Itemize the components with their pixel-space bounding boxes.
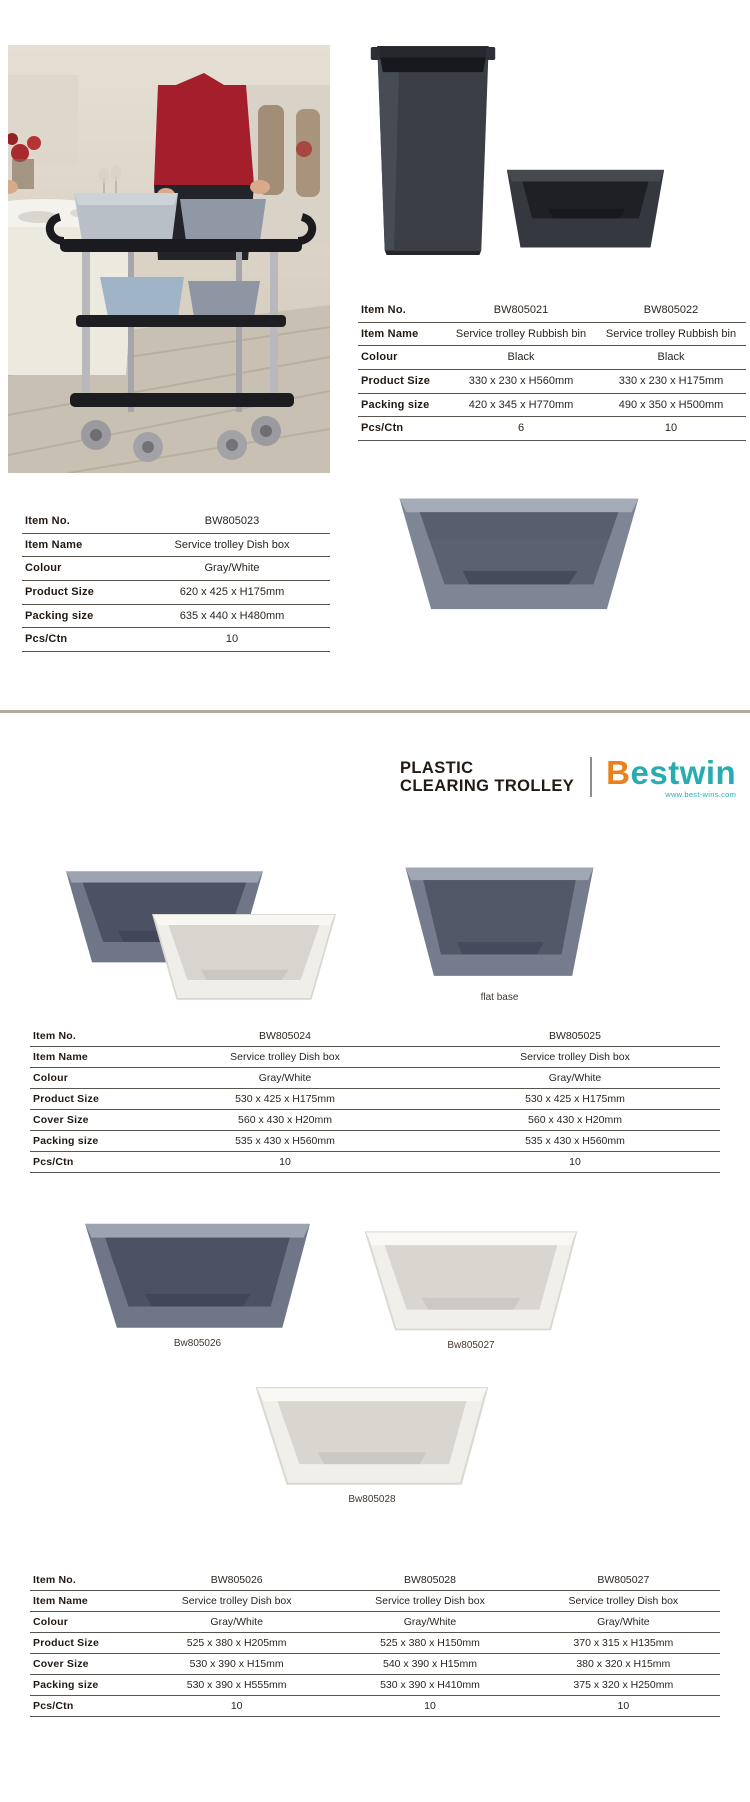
table-row: [358, 322, 746, 346]
spec-value: 10: [333, 1696, 526, 1717]
table-row: [358, 417, 746, 441]
spec-value: Gray/White: [527, 1612, 720, 1633]
spec-value: 635 x 440 x H480mm: [134, 604, 330, 628]
table-row: [30, 1026, 720, 1047]
bw805026-photo: [80, 1192, 315, 1349]
table-row: [30, 1089, 720, 1110]
spec-value: BW805021: [446, 299, 596, 322]
spec-value: 530 x 390 x H15mm: [140, 1654, 333, 1675]
spec-value: 530 x 390 x H410mm: [333, 1675, 526, 1696]
spec-table-bw805023: [22, 510, 330, 652]
rubbish-bins-photo: [358, 22, 748, 272]
spec-value: Service trolley Dish box: [140, 1047, 430, 1068]
table-row: [22, 604, 330, 628]
section-divider: [0, 710, 750, 713]
spec-label: Item Name: [30, 1047, 140, 1068]
section-title-line2: CLEARING TROLLEY: [400, 777, 575, 795]
spec-value: Service trolley Dish box: [527, 1591, 720, 1612]
spec-value: 530 x 425 x H175mm: [430, 1089, 720, 1110]
spec-label: Pcs/Ctn: [30, 1696, 140, 1717]
spec-value: 530 x 425 x H175mm: [140, 1089, 430, 1110]
brand-logo-rest: estwin: [630, 753, 737, 791]
spec-value: 525 x 380 x H205mm: [140, 1633, 333, 1654]
table-row: [30, 1654, 720, 1675]
bw805027-caption: Bw805027: [447, 1340, 495, 1351]
spec-label: Item No.: [30, 1026, 140, 1047]
section-title: [400, 759, 574, 796]
spec-label: Packing size: [30, 1131, 140, 1152]
table-row: [358, 369, 746, 393]
spec-label: Cover Size: [30, 1110, 140, 1131]
table-row: [30, 1047, 720, 1068]
spec-label: Item No.: [358, 299, 446, 322]
table-row: [22, 628, 330, 652]
spec-value: BW805024: [140, 1026, 430, 1047]
spec-value: BW805028: [333, 1570, 526, 1591]
brand-logo-initial: B: [606, 753, 631, 791]
bw805026-caption: Bw805026: [173, 1338, 222, 1349]
spec-value: 10: [596, 417, 746, 441]
spec-value: 490 x 350 x H500mm: [596, 393, 746, 417]
spec-value: Gray/White: [140, 1612, 333, 1633]
spec-value: BW805026: [140, 1570, 333, 1591]
restaurant-trolley-photo: [8, 45, 330, 473]
table-row: [30, 1675, 720, 1696]
table-row: [30, 1612, 720, 1633]
spec-value: 530 x 390 x H555mm: [140, 1675, 333, 1696]
spec-value: Gray/White: [430, 1068, 720, 1089]
spec-value: Service trolley Rubbish bin: [596, 322, 746, 346]
spec-value: 535 x 430 x H560mm: [430, 1131, 720, 1152]
spec-label: Item Name: [30, 1591, 140, 1612]
spec-label: Item No.: [22, 510, 134, 533]
spec-label: Product Size: [30, 1089, 140, 1110]
spec-label: Product Size: [358, 369, 446, 393]
spec-value: 10: [134, 628, 330, 652]
spec-value: 6: [446, 417, 596, 441]
spec-value: Service trolley Dish box: [140, 1591, 333, 1612]
spec-value: 535 x 430 x H560mm: [140, 1131, 430, 1152]
spec-label: Item No.: [30, 1570, 140, 1591]
spec-value: 540 x 390 x H15mm: [333, 1654, 526, 1675]
bw805028-photo: [252, 1360, 492, 1505]
spec-label: Colour: [30, 1068, 140, 1089]
spec-value: Service trolley Dish box: [134, 533, 330, 557]
spec-value: 375 x 320 x H250mm: [527, 1675, 720, 1696]
spec-table-bw805021-bw805022: [358, 299, 746, 441]
spec-value: 10: [140, 1152, 430, 1173]
spec-label: Item Name: [22, 533, 134, 557]
spec-label: Product Size: [22, 580, 134, 604]
spec-label: Colour: [30, 1612, 140, 1633]
spec-value: 560 x 430 x H20mm: [140, 1110, 430, 1131]
spec-label: Packing size: [358, 393, 446, 417]
table-row: [30, 1152, 720, 1173]
spec-label: Pcs/Ctn: [30, 1152, 140, 1173]
spec-label: Packing size: [22, 604, 134, 628]
spec-value: 380 x 320 x H15mm: [527, 1654, 720, 1675]
spec-value: Black: [446, 346, 596, 370]
spec-label: Pcs/Ctn: [22, 628, 134, 652]
brand-logo-wordmark: [606, 753, 737, 791]
spec-value: BW805027: [527, 1570, 720, 1591]
spec-value: 330 x 230 x H175mm: [596, 369, 746, 393]
brand-website: www.best-wins.com: [665, 789, 737, 799]
spec-label: Colour: [358, 346, 446, 370]
bw805027-photo: [362, 1202, 580, 1351]
table-row: [22, 510, 330, 533]
spec-value: Gray/White: [333, 1612, 526, 1633]
bw805028-caption: Bw805028: [348, 1494, 396, 1505]
spec-value: Service trolley Dish box: [430, 1047, 720, 1068]
gray-white-dish-box-pair-photo: [62, 838, 342, 1008]
table-row: [22, 580, 330, 604]
spec-label: Packing size: [30, 1675, 140, 1696]
tall-rubbish-bin-image: [368, 27, 498, 262]
spec-label: Pcs/Ctn: [358, 417, 446, 441]
table-row: [358, 393, 746, 417]
table-row: [358, 346, 746, 370]
low-rubbish-bin-image: [503, 148, 668, 251]
spec-value: 370 x 315 x H135mm: [527, 1633, 720, 1654]
table-row: [30, 1633, 720, 1654]
spec-value: BW805022: [596, 299, 746, 322]
table-row: [30, 1696, 720, 1717]
spec-value: BW805023: [134, 510, 330, 533]
table-row: [30, 1591, 720, 1612]
spec-label: Cover Size: [30, 1654, 140, 1675]
table-row: [30, 1110, 720, 1131]
spec-value: Service trolley Rubbish bin: [446, 322, 596, 346]
table-row: [358, 299, 746, 322]
spec-value: 10: [140, 1696, 333, 1717]
brand-logo: [606, 753, 737, 799]
header-divider-bar: [590, 757, 592, 797]
section-header: [400, 752, 736, 802]
table-row: [30, 1068, 720, 1089]
spec-value: BW805025: [430, 1026, 720, 1047]
spec-value: 560 x 430 x H20mm: [430, 1110, 720, 1131]
spec-value: 10: [430, 1152, 720, 1173]
table-row: [22, 533, 330, 557]
spec-table-bw805026-bw805028-bw805027: [30, 1570, 720, 1717]
spec-value: 420 x 345 x H770mm: [446, 393, 596, 417]
spec-value: Gray/White: [140, 1068, 430, 1089]
spec-value: 620 x 425 x H175mm: [134, 580, 330, 604]
flat-base-dish-box-photo: [402, 838, 597, 1003]
spec-table-bw805024-bw805025: [30, 1026, 720, 1173]
spec-label: Product Size: [30, 1633, 140, 1654]
spec-value: Black: [596, 346, 746, 370]
spec-value: 330 x 230 x H560mm: [446, 369, 596, 393]
spec-label: Colour: [22, 557, 134, 581]
flat-base-caption: flat base: [480, 992, 519, 1003]
table-row: [30, 1131, 720, 1152]
table-row: [30, 1570, 720, 1591]
spec-value: 525 x 380 x H150mm: [333, 1633, 526, 1654]
spec-value: 10: [527, 1696, 720, 1717]
spec-value: Service trolley Dish box: [333, 1591, 526, 1612]
section-title-line1: PLASTIC: [400, 758, 474, 777]
spec-label: Item Name: [358, 322, 446, 346]
gray-dish-box-photo: [395, 458, 643, 616]
table-row: [22, 557, 330, 581]
spec-value: Gray/White: [134, 557, 330, 581]
